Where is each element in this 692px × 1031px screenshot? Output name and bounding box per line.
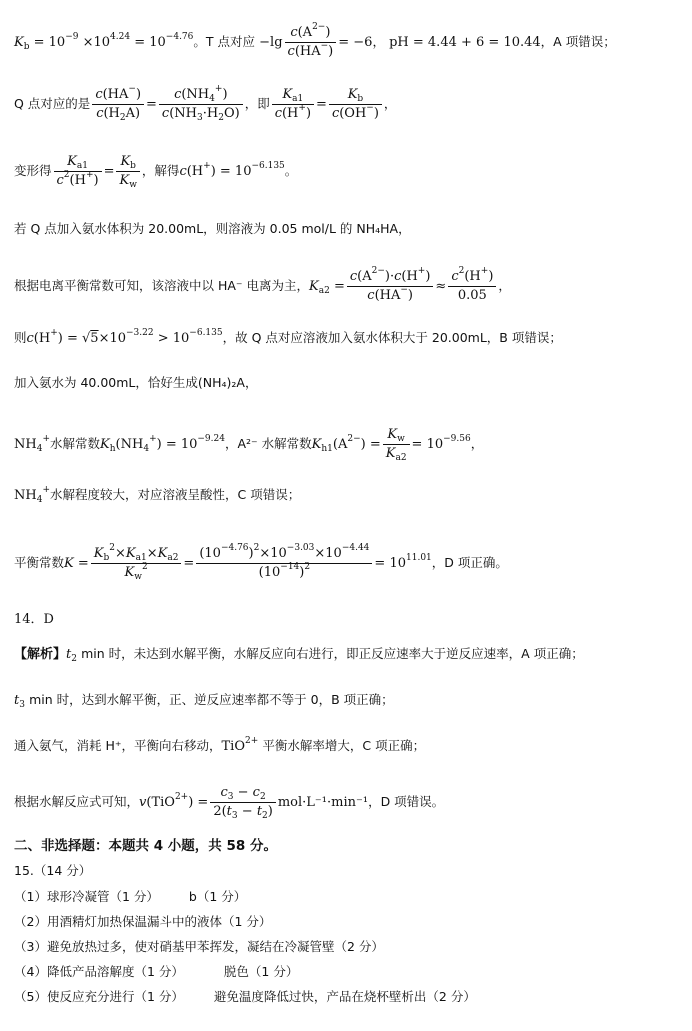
line-kb-calc: $K_b = 10^{-9} \times 10^{4.24} = 10^{-4.76}$。T 点对应 −lg $\frac{c(A^{2-})}{c(HA^-)}$ = −6， pH = 4.44 + 6 = 10.44，A 项错误； [14, 22, 616, 59]
ratio-ka1-c2: $\frac{K_{a1}}{c^2(H^+)}$ [54, 153, 102, 190]
ka2-expression: $K_{a2}$ = $\frac{c(A^{2-})\cdot c(H^+)}{c(HA^-)}$ ≈ $\frac{c^2(H^+)}{0.05}$ [309, 279, 498, 294]
line-acidic: $NH_4^+$水解程度较大，对应溶液呈酸性，C 项错误； [14, 485, 301, 505]
line-t3: $t_3$ min 时，达到水解平衡，正、逆反应速率都不等于 0，B 项正确； [14, 692, 394, 710]
k-expression: K = $\frac{K_b^2\times K_{a1}\times K_{a2}}{K_w^2}$ = $\frac{(10^{-4.76})^2\times 10^{-3.03}\times 10^{-4.44}}{(10^{-14})^2}$ = $10^{11.01}$ [64, 543, 432, 582]
analysis-tag: 【解析】 [14, 647, 67, 662]
line-ammonia: 通入氨气，消耗 H⁺，平衡向右移动，TiO$^{2+}$ 平衡水解率增大，C 项正确； [14, 736, 426, 754]
question-14-answer: 14．D [14, 612, 54, 627]
ratio-ha-h2a: $\frac{c(HA^-)}{c(H_2A)}$ [92, 86, 144, 123]
line-transform: 变形得 $\frac{K_{a1}}{c^2(H^+)}$ = $\frac{K_b}{K_w}$ ，解得$c(H^+) = 10^{-6.135}$。 [14, 154, 298, 190]
q-point-intro: Q 点对应的是 [14, 96, 91, 111]
answer-3: （3）避免放热过多，使对硝基甲苯挥发，凝结在冷凝管壁（2 分） [14, 939, 384, 954]
t-point-label: T 点对应 [205, 34, 256, 49]
sqrt-expression: $c(H^+) = √5\times 10^{-3.22} > 10^{-6.135}$ [26, 328, 223, 346]
ratio-nh4-nh3: $\frac{c(NH_4^+)}{c(NH_3\cdot H_2O)}$ [159, 86, 243, 123]
line-q-volume: 若 Q 点加入氨水体积为 20.00mL，则溶液为 0.05 mol/L 的 NH₄HA， [14, 221, 411, 236]
answer-4: （4）降低产品溶解度（1 分） 脱色（1 分） [14, 964, 299, 979]
ratio-kb: $\frac{K_b}{c(OH^-)}$ [329, 86, 382, 123]
ratio-kb-kw: $\frac{K_b}{K_w}$ [116, 153, 139, 190]
kh-nh4: $K_h(NH_4^+) = 10^{-9.24}$ [100, 434, 225, 454]
line-ka2: 根据电离平衡常数可知，该溶液中以 HA⁻ 电离为主，$K_{a2}$ = $\frac{c(A^{2-})\cdot c(H^+)}{c(HA^-)}$ ≈ $\frac{c^2(H^+)}{0.05}$ ， [14, 266, 511, 303]
answer-2: （2）用酒精灯加热保温漏斗中的液体（1 分） [14, 914, 272, 929]
line-t2: 【解析】$t_2$ min 时，未达到水解平衡，水解反应向右进行，即正反应速率大于逆反应速率，A 项正确； [14, 646, 584, 664]
line-equilibrium-constant: 平衡常数K = $\frac{K_b^2\times K_{a1}\times K_{a2}}{K_w^2}$ = $\frac{(10^{-4.76})^2\times 10^{-3.03}\times 10^{-4.44}}{(10^{-14})^2}$ = $10^{11.01}$，D 项正确。 [14, 543, 508, 582]
kb-expression: $K_b = 10^{-9} \times 10^{4.24} = 10^{-4.76}$ [14, 32, 194, 52]
verdict-a: ，A 项错误； [540, 34, 616, 49]
answer-1: （1）球形冷凝管（1 分） b（1 分） [14, 889, 247, 904]
line-nh4-2a: 加入氨水为 40.00mL，恰好生成(NH₄)₂A， [14, 375, 258, 390]
kh1-a2: $K_{h1}(A^{2-})$ = $\frac{K_w}{K_{a2}}$ = $10^{-9.56}$ [311, 427, 471, 463]
section-heading: 二、非选择题：本题共 4 小题，共 58 分。 [14, 838, 277, 854]
line-hydrolysis-constants: $NH_4^+$水解常数$K_h(NH_4^+) = 10^{-9.24}$，A²⁻ 水解常数$K_{h1}(A^{2-})$ = $\frac{K_w}{K_{a2}}$ = $10^{-9.56}$， [14, 427, 484, 463]
lg-expression: −lg $\frac{c(A^{2-})}{c(HA^-)}$ = −6 [259, 22, 373, 59]
line-rate: 根据水解反应式可知，v(TiO$^{2+}$) = $\frac{c_3 - c_2}{2(t_3 - t_2)}$ mol·L⁻¹·min⁻¹，D 项错误。 [14, 785, 445, 821]
question-15-title: 15.（14 分） [14, 863, 92, 878]
ch-result: $c(H^+) = 10^{-6.135}$ [179, 161, 285, 179]
ratio-ka1: $\frac{K_{a1}}{c(H^+)}$ [272, 86, 314, 123]
line-sqrt-compare: 则$c(H^+) = √5\times 10^{-3.22} > 10^{-6.135}$，故 Q 点对应溶液加入氨水体积大于 20.00mL，B 项错误； [14, 328, 562, 346]
rate-expression: v(TiO$^{2+}$) = $\frac{c_3 - c_2}{2(t_3 - t_2)}$ [139, 795, 278, 810]
line-q-point: Q 点对应的是 $\frac{c(HA^-)}{c(H_2A)}$ = $\frac{c(NH_4^+)}{c(NH_3\cdot H_2O)}$ ，即 $\frac{K_{a1}}{c(H^+)}$ = $\frac{K_b}{c(OH^-)}$ ， [14, 84, 397, 123]
ph-expression: pH = 4.44 + 6 = 10.44 [389, 35, 541, 50]
answer-5: （5）使反应充分进行（1 分） 避免温度降低过快，产品在烧杯壁析出（2 分） [14, 989, 476, 1004]
